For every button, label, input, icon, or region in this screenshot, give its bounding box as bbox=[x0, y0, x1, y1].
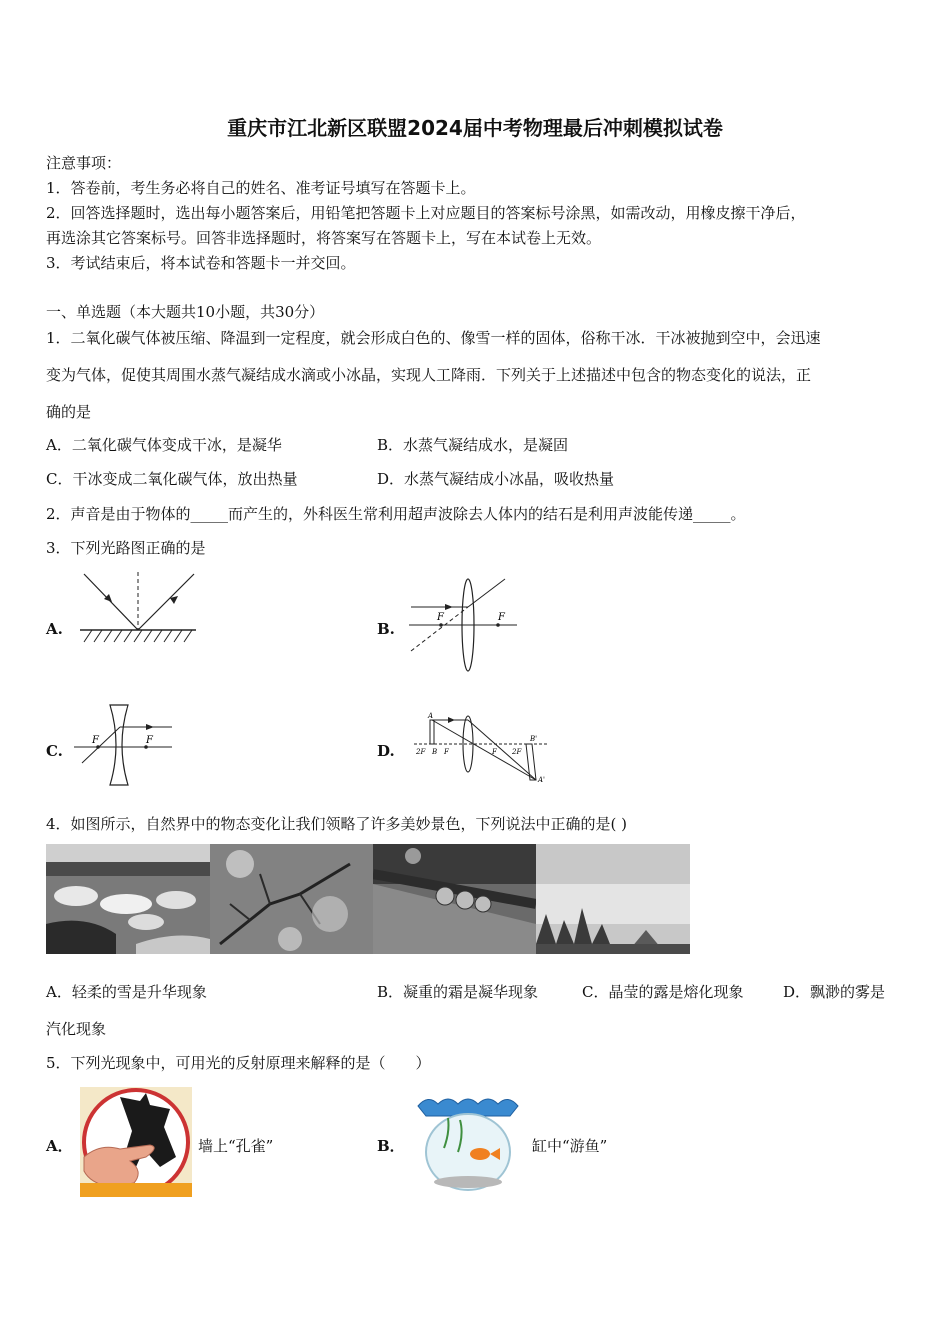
q3-option-a-label: A. bbox=[46, 620, 63, 638]
q3-option-c-label: C. bbox=[46, 742, 63, 760]
section-heading: 一、单选题（本大题共10小题，共30分） bbox=[46, 303, 325, 321]
q4-stem: 4．如图所示，自然界中的物态变化让我们领略了许多美妙景色，下列说法中正确的是( ) bbox=[46, 815, 628, 833]
q5-option-b-label: B． bbox=[377, 1137, 405, 1155]
notice-item: 1．答卷前，考生务必将自己的姓名、准考证号填写在答题卡上。 bbox=[46, 179, 476, 197]
focus-label: F bbox=[146, 735, 153, 746]
concave-lens-diagram bbox=[72, 703, 176, 787]
q3-stem: 3．下列光路图正确的是 bbox=[46, 539, 206, 557]
q1-option-b: B．水蒸气凝结成水，是凝固 bbox=[377, 436, 569, 454]
q4-option-a: A．轻柔的雪是升华现象 bbox=[46, 983, 207, 1001]
point-label: F bbox=[444, 748, 449, 756]
dew-photo bbox=[373, 844, 536, 954]
q4-option-d: D．飘渺的雾是 bbox=[783, 983, 886, 1001]
q3-option-b-label: B. bbox=[377, 620, 395, 638]
notice-item: 3．考试结束后，将本试卷和答题卡一并交回。 bbox=[46, 254, 356, 272]
snow-photo bbox=[46, 844, 210, 954]
q1-stem: 确的是 bbox=[46, 403, 92, 421]
point-label: A bbox=[428, 712, 434, 720]
q1-option-d: D．水蒸气凝结成小冰晶，吸收热量 bbox=[377, 470, 615, 488]
q2-stem: 2．声音是由于物体的_____而产生的，外科医生常利用超声波除去人体内的结石是利用声波能传递_____。 bbox=[46, 505, 746, 523]
q3-option-d-label: D. bbox=[377, 742, 395, 760]
point-label: F bbox=[492, 748, 497, 756]
fog-photo bbox=[536, 844, 690, 954]
page-title: 重庆市江北新区联盟2024届中考物理最后冲刺模拟试卷 bbox=[227, 116, 723, 140]
point-label: A' bbox=[538, 776, 545, 784]
notice-heading: 注意事项： bbox=[46, 154, 122, 172]
q4-option-c: C．晶莹的露是熔化现象 bbox=[582, 983, 744, 1001]
q5-option-b-caption: 缸中“游鱼” bbox=[532, 1137, 608, 1155]
q4-option-b: B．凝重的霜是凝华现象 bbox=[377, 983, 539, 1001]
convex-lens-diagram bbox=[405, 575, 520, 673]
q4-option-d-wrap: 汽化现象 bbox=[46, 1020, 107, 1038]
fish-bowl-image bbox=[414, 1092, 522, 1196]
frost-photo bbox=[210, 844, 373, 954]
q1-stem: 变为气体，促使其周围水蒸气凝结成水滴或小冰晶，实现人工降雨．下列关于上述描述中包含的物态变化的说法，正 bbox=[46, 366, 812, 384]
imaging-diagram bbox=[412, 710, 552, 786]
point-label: B' bbox=[530, 735, 538, 743]
q1-option-a: A．二氧化碳气体变成干冰，是凝华 bbox=[46, 436, 282, 454]
q1-stem: 1．二氧化碳气体被压缩、降温到一定程度，就会形成白色的、像雪一样的固体，俗称干冰．干冰被抛到空中，会迅速 bbox=[46, 329, 821, 347]
q5-option-a-label: A． bbox=[46, 1137, 73, 1155]
notice-item: 2．回答选择题时，选出每小题答案后，用铅笔把答题卡上对应题目的答案标号涂黑，如需改动，用橡皮擦干净后， bbox=[46, 204, 806, 222]
q5-stem: 5．下列光现象中，可用光的反射原理来解释的是（ ） bbox=[46, 1054, 431, 1072]
reflection-diagram bbox=[76, 568, 200, 646]
focus-label: F bbox=[92, 735, 99, 746]
point-label: 2F bbox=[512, 748, 522, 756]
focus-label: F bbox=[437, 612, 444, 623]
hand-shadow-image bbox=[80, 1087, 192, 1197]
point-label: 2F bbox=[416, 748, 426, 756]
q1-option-c: C．干冰变成二氧化碳气体，放出热量 bbox=[46, 470, 298, 488]
notice-item: 再选涂其它答案标号。回答非选择题时，将答案写在答题卡上，写在本试卷上无效。 bbox=[46, 229, 602, 247]
q5-option-a-caption: 墙上“孔雀” bbox=[198, 1137, 274, 1155]
point-label: B bbox=[432, 748, 438, 756]
focus-label: F bbox=[498, 612, 505, 623]
